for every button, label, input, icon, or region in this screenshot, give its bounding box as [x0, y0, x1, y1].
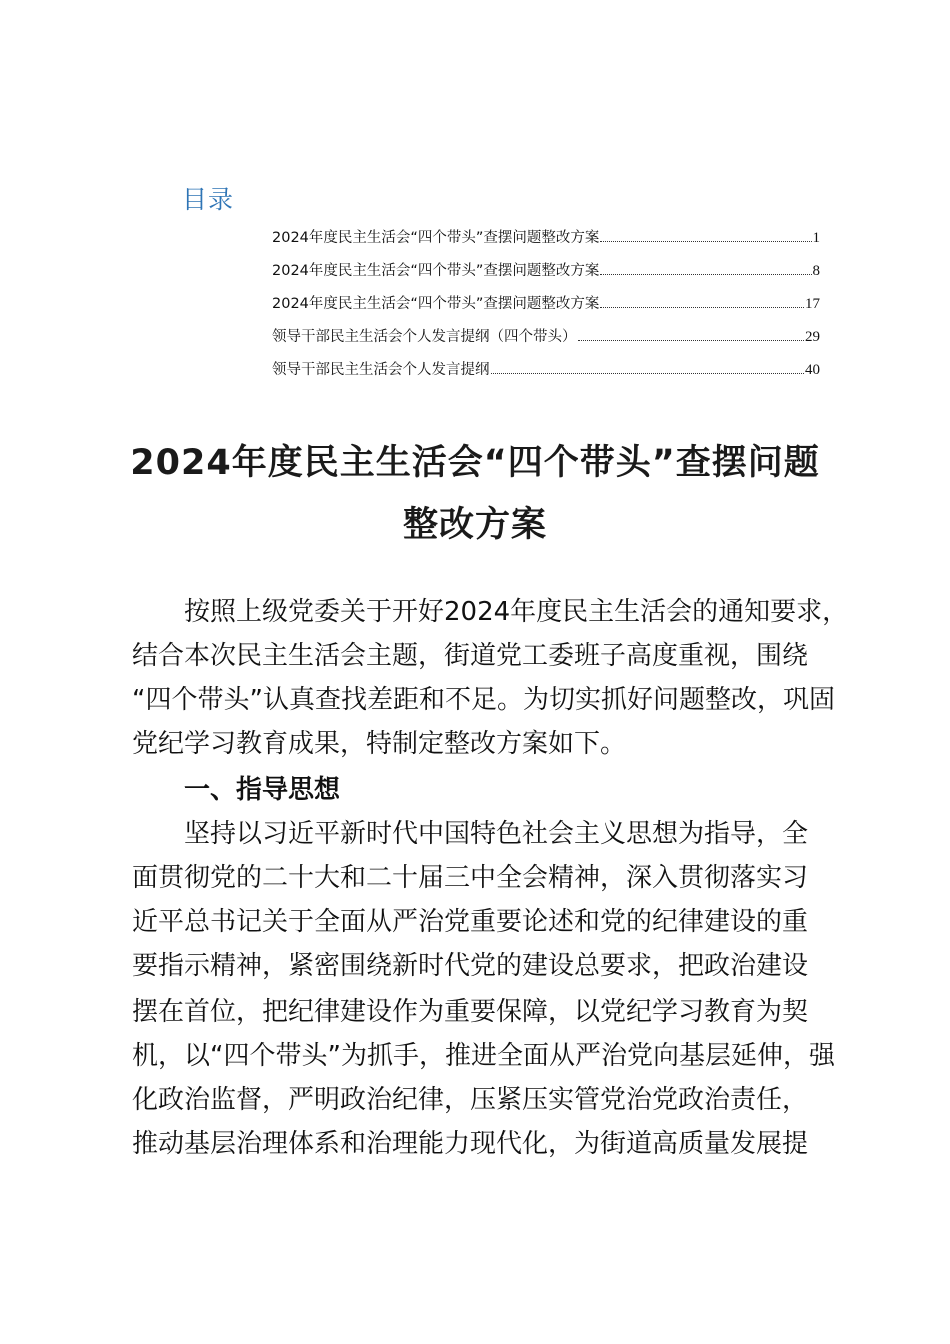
paragraph-line: 按照上级党委关于开好2024年度民主生活会的通知要求， [184, 597, 849, 627]
toc-dot-leader [600, 274, 811, 275]
paragraph-line: 近平总书记关于全面从严治党重要论述和党的纪律建设的重 [132, 907, 809, 937]
toc-dot-leader [578, 340, 805, 341]
document-title-line: 整改方案 [402, 505, 547, 545]
toc-entry-title[interactable]: 领导干部民主生活会个人发言提纲（四个带头） [272, 329, 577, 345]
toc-entry-title[interactable]: 领导干部民主生活会个人发言提纲 [272, 362, 490, 378]
toc-dot-leader [600, 307, 804, 308]
toc-entry-page[interactable]: 1 [812, 230, 820, 246]
toc-entry[interactable] [272, 358, 820, 391]
toc-dot-leader [600, 241, 811, 242]
paragraph-line: 化政治监督，严明政治纪律，压紧压实管党治党政治责任， [132, 1085, 809, 1115]
toc-entry[interactable] [272, 292, 820, 325]
toc-entry-page[interactable]: 40 [805, 362, 820, 378]
paragraph-line: 推动基层治理体系和治理能力现代化，为街道高质量发展提 [132, 1129, 809, 1159]
paragraph-line: 要指示精神，紧密围绕新时代党的建设总要求，把政治建设 [132, 951, 809, 981]
paragraph-line: 机，以“四个带头”为抓手，推进全面从严治党向基层延伸，强 [132, 1041, 835, 1071]
paragraph-line: 党纪学习教育成果，特制定整改方案如下。 [132, 729, 627, 759]
toc-entry-title[interactable]: 2024年度民主生活会“四个带头”查摆问题整改方案 [272, 296, 600, 312]
paragraph-line: 摆在首位，把纪律建设作为重要保障，以党纪学习教育为契 [132, 997, 809, 1027]
toc-entry-title[interactable]: 2024年度民主生活会“四个带头”查摆问题整改方案 [272, 263, 600, 279]
toc-dot-leader [491, 373, 805, 374]
toc-entry[interactable] [272, 259, 820, 292]
toc-heading: 目录 [182, 185, 235, 214]
toc-entry[interactable] [272, 325, 820, 358]
toc-entry[interactable] [272, 226, 820, 259]
toc-entry-title[interactable]: 2024年度民主生活会“四个带头”查摆问题整改方案 [272, 230, 600, 246]
toc-entry-page[interactable]: 29 [805, 329, 820, 345]
toc-entry-page[interactable]: 17 [805, 296, 820, 312]
paragraph-line: 坚持以习近平新时代中国特色社会主义思想为指导，全 [184, 819, 809, 849]
section-heading: 一、指导思想 [184, 775, 341, 805]
document-title-line: 2024年度民主生活会“四个带头”查摆问题 [130, 443, 820, 483]
paragraph-line: “四个带头”认真查找差距和不足。为切实抓好问题整改，巩固 [132, 685, 835, 715]
document-title [60, 432, 890, 556]
paragraph-line: 结合本次民主生活会主题，街道党工委班子高度重视，围绕 [132, 641, 809, 671]
toc-list [272, 226, 820, 391]
paragraph-line: 面贯彻党的二十大和二十届三中全会精神，深入贯彻落实习 [132, 863, 809, 893]
toc-entry-page[interactable]: 8 [812, 263, 820, 279]
